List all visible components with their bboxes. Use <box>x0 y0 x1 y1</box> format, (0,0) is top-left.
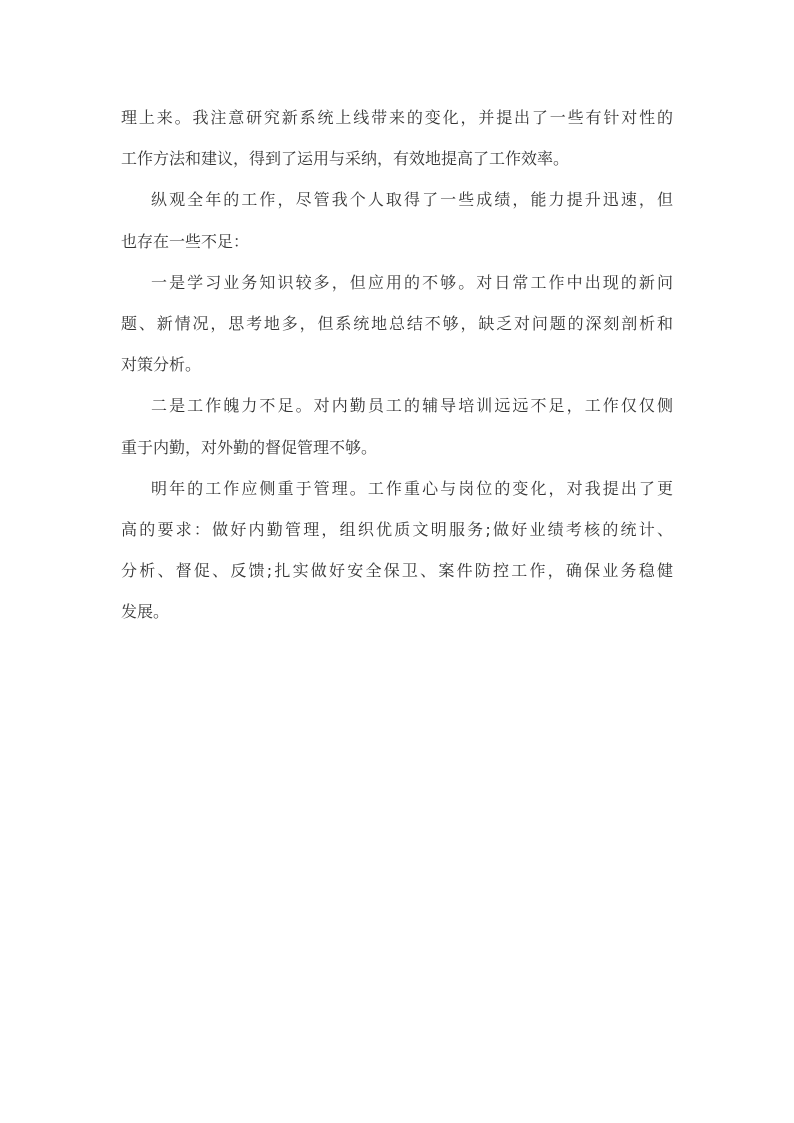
paragraph-first-line: 一是学习业务知识较多，但应用的不够。对日常工作中出现的新问 <box>151 272 673 292</box>
document-body <box>121 104 673 639</box>
paragraph-first-line: 明年的工作应侧重于管理。工作重心与岗位的变化，对我提出了更 <box>151 478 673 498</box>
text-line: 高的要求：做好内勤管理，组织优质文明服务;做好业绩考核的统计、 <box>121 519 673 539</box>
text-line: 工作方法和建议，得到了运用与采纳，有效地提高了工作效率。 <box>121 149 570 169</box>
text-line: 也存在一些不足： <box>121 231 250 251</box>
text-line: 理上来。我注意研究新系统上线带来的变化，并提出了一些有针对性的 <box>121 108 673 127</box>
text-line: 发展。 <box>121 602 170 622</box>
text-line: 题、新情况，思考地多，但系统地总结不够，缺乏对问题的深刻剖析和 <box>121 313 673 333</box>
text-line: 分析、督促、反馈;扎实做好安全保卫、案件防控工作，确保业务稳健 <box>121 561 673 581</box>
text-line: 对策分析。 <box>121 355 202 375</box>
paragraph-first-line: 二是工作魄力不足。对内勤员工的辅导培训远远不足，工作仅仅侧 <box>151 396 673 416</box>
text-line: 重于内勤，对外勤的督促管理不够。 <box>121 437 378 457</box>
paragraph-first-line: 纵观全年的工作，尽管我个人取得了一些成绩，能力提升迅速，但 <box>151 190 673 210</box>
